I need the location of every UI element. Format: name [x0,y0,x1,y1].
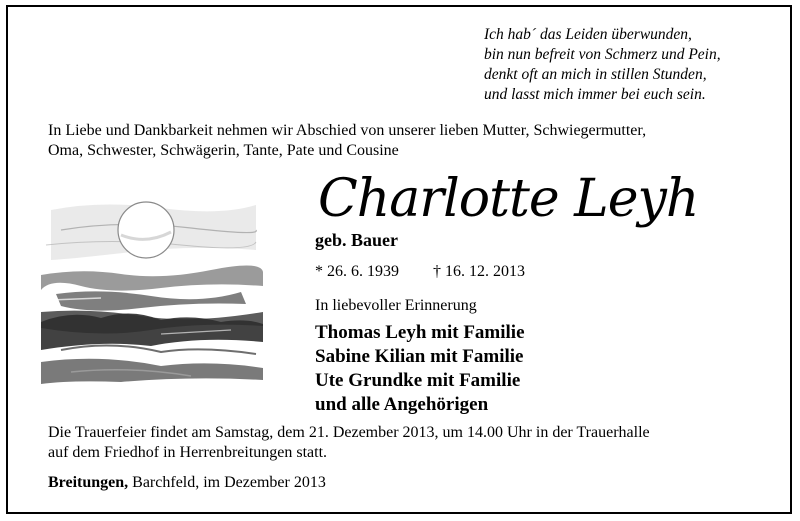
mourner-entry: und alle Angehörigen [315,394,489,415]
moon-landscape-icon [41,190,263,390]
place-town: Breitungen, [48,474,129,491]
memory-heading: In liebevoller Erinnerung [315,297,477,314]
death-date: † 16. 12. 2013 [433,263,525,280]
memorial-poem [484,25,721,105]
funeral-details [48,423,788,463]
intro-line: In Liebe und Dankbarkeit nehmen wir Abschied von unserer lieben Mutter, Schwiegermutter, [48,122,647,139]
poem-line: und lasst mich immer bei euch sein. [484,86,706,103]
mourner-entry: Sabine Kilian mit Familie [315,346,524,367]
mourners-list [315,321,525,417]
mourner-entry: Ute Grundke mit Familie [315,370,521,391]
place-and-date [48,474,326,492]
poem-line: denkt oft an mich in stillen Stunden, [484,66,707,83]
life-dates [315,263,525,281]
deceased-name: Charlotte Leyh [318,169,699,229]
intro-line: Oma, Schwester, Schwägerin, Tante, Pate und Cousine [48,142,399,159]
mourner-entry: Thomas Leyh mit Familie [315,322,525,343]
farewell-intro [48,121,788,161]
poem-line: bin nun befreit von Schmerz und Pein, [484,46,721,63]
poem-line: Ich hab´ das Leiden überwunden, [484,26,692,43]
funeral-line: Die Trauerfeier findet am Samstag, dem 21. Dezember 2013, um 14.00 Uhr in der Trauerhalle [48,424,650,441]
birth-date: * 26. 6. 1939 [315,263,399,280]
funeral-line: auf dem Friedhof in Herrenbreitungen statt. [48,444,328,461]
moon-landscape-illustration [41,190,263,390]
place-rest: Barchfeld, im Dezember 2013 [128,474,326,491]
maiden-name: geb. Bauer [315,230,398,250]
obituary-notice [6,5,792,514]
